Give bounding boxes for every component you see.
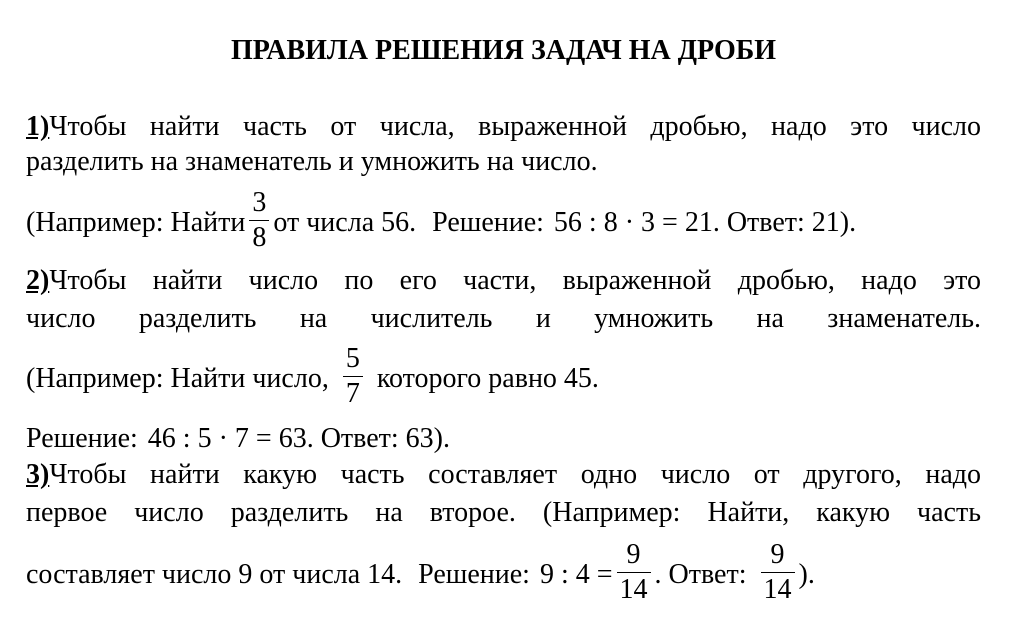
rule-1-fraction (249, 186, 269, 255)
rule-3-answer-numerator: 9 (761, 538, 795, 573)
rule-2-text-2: число разделить на числитель и умножить на знаменатель. (26, 303, 981, 334)
document-page (26, 0, 981, 634)
rule-2-line-2 (26, 300, 981, 338)
rule-2-number: 2) (26, 265, 50, 296)
rule-2-answer: . Ответ: 63). (306, 423, 450, 454)
rule-2-example (26, 340, 981, 418)
rule-2-solution-label: Решение: (26, 423, 138, 454)
rule-3-text-1: Чтобы найти какую часть составляет одно число от другого, надо (49, 459, 981, 490)
rule-1-expression: 56 : 8 · 3 = 21 (553, 207, 713, 238)
rule-1-line-1 (26, 108, 981, 146)
rule-3-answer-fraction (761, 538, 795, 607)
rule-3-fraction-numerator: 9 (617, 538, 651, 573)
rule-1-number: 1) (26, 111, 50, 142)
rule-1-example-prefix: (Например: Найти (26, 207, 246, 238)
rule-3-answer-denominator: 14 (763, 574, 792, 606)
document-title: ПРАВИЛА РЕШЕНИЯ ЗАДАЧ НА ДРОБИ (230, 35, 777, 66)
rule-1-text-2: разделить на знаменатель и умножить на число. (26, 146, 598, 177)
rule-2-example-prefix: (Например: Найти число, (26, 363, 329, 394)
rule-1-answer: . Ответ: 21). (712, 207, 857, 238)
rule-3-example (26, 536, 981, 614)
rule-3-fraction (617, 538, 651, 607)
rule-2-fraction-numerator: 5 (343, 342, 363, 377)
rule-2-example-suffix: которого равно 45. (376, 363, 599, 394)
rule-3-answer-label: . Ответ: (654, 559, 747, 590)
rule-2-expression: 46 : 5 · 7 = 63 (147, 423, 307, 454)
rule-3-fraction-denominator: 14 (619, 574, 648, 606)
rule-1-fraction-denominator: 8 (252, 222, 267, 254)
rule-1-solution-label: Решение: (432, 207, 544, 238)
rule-3-line-1 (26, 456, 981, 494)
rule-3-line-2 (26, 494, 981, 532)
rule-2-fraction (343, 342, 363, 411)
rule-1-text-1: Чтобы найти часть от числа, выраженной дробью, надо это число (49, 111, 981, 142)
rule-1-example-middle: от числа 56. (273, 207, 417, 238)
rule-2-fraction-denominator: 7 (345, 378, 360, 410)
rule-3-number: 3) (26, 459, 50, 490)
rule-2-text-1: Чтобы найти число по его части, выраженной дробью, надо это (49, 265, 981, 296)
rule-3-solution-label: Решение: (418, 559, 530, 590)
rule-3-expression: 9 : 4 = (539, 559, 613, 590)
rule-3-text-2: первое число разделить на второе. (Например: Найти, какую часть (26, 497, 981, 528)
rule-3-end: ). (798, 559, 815, 590)
rule-3-example-prefix: составляет число 9 от числа 14. (26, 559, 403, 590)
rule-1-fraction-numerator: 3 (249, 186, 269, 221)
rule-2-solution (26, 419, 981, 459)
rule-1-line-2 (26, 143, 981, 181)
rule-1-example (26, 186, 981, 260)
rule-2-line-1 (26, 262, 981, 300)
